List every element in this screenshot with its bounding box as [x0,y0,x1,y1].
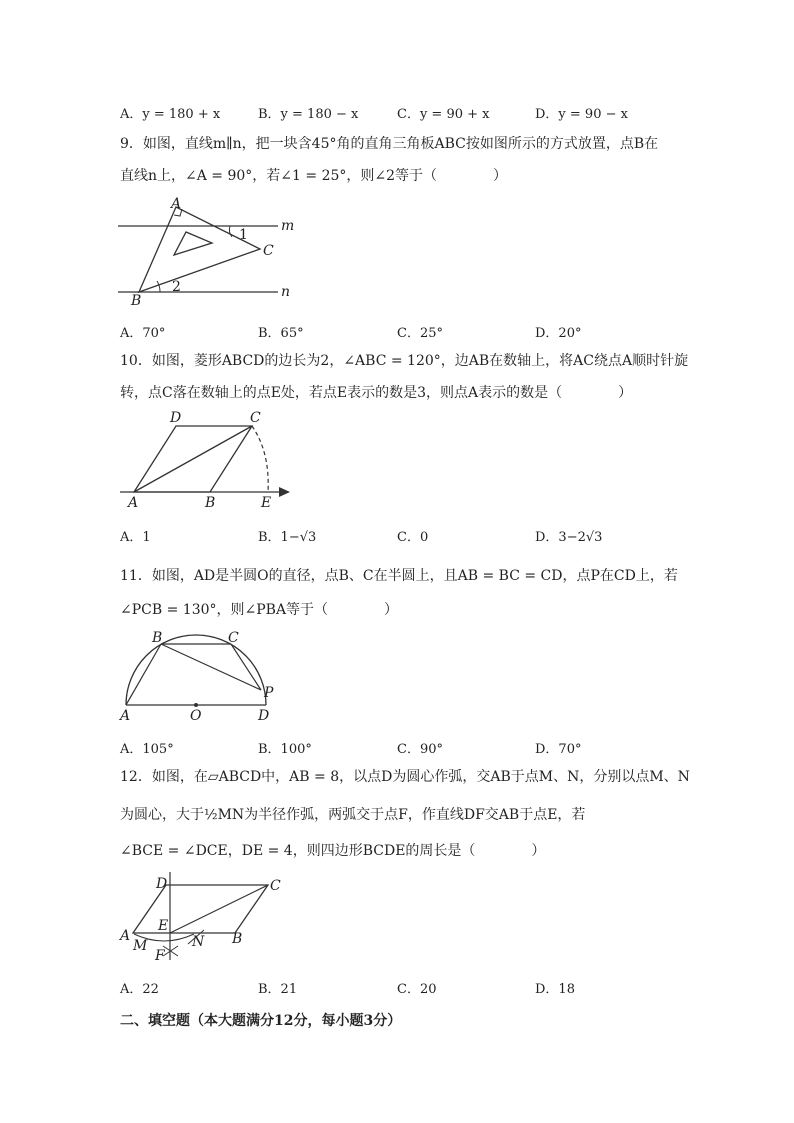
q12-label-d: D [156,876,168,892]
q8-option-a: A．y = 180 + x [120,107,221,122]
q12-text-line2: 为圆心，大于½MN为半径作弧，两弧交于点F，作直线DF交AB于点E，若 [120,807,586,823]
q9-label-b: B [131,293,142,309]
q12-option-d: D．18 [535,982,575,997]
q9-option-b: B．65° [258,326,304,341]
q8-option-d: D．y = 90 − x [535,107,628,122]
q12-text-line1: 12．如图，在▱ABCD中，AB = 8，以点D为圆心作弧，交AB于点M、N，分别以点M、N [120,769,690,785]
q8-option-b: B．y = 180 − x [258,107,359,122]
q11-text-line2: ∠PCB = 130°，则∠PBA等于（ ） [120,602,399,618]
q12-label-c: C [270,878,281,894]
q12-label-a: A [120,928,131,944]
q12-label-e: E [158,918,169,934]
q10-text-line2: 转，点C落在数轴上的点E处，若点E表示的数是3，则点A表示的数是（ ） [120,385,633,401]
q10-label-d: D [170,410,182,426]
q12-label-m: M [133,938,148,954]
q9-label-a: A [171,196,182,212]
q11-label-o: O [190,708,202,724]
q9-text-line1: 9．如图，直线m∥n，把一块含45°角的直角三角板ABC按如图所示的方式放置，点B在 [120,136,659,152]
q11-option-a: A．105° [120,742,174,757]
q12-option-c: C．20 [397,982,437,997]
q10-option-b: B．1−√3 [258,530,317,545]
q11-label-b: B [152,630,163,646]
q11-option-b: B．100° [258,742,312,757]
q11-label-d: D [258,708,270,724]
q12-text-line3: ∠BCE = ∠DCE，DE = 4，则四边形BCDE的周长是（ ） [120,843,546,859]
q9-option-a: A．70° [120,326,166,341]
q10-option-c: C．0 [397,530,429,545]
q12-label-f: F [155,948,165,964]
q12-label-n: N [192,934,205,950]
q9-text-line2: 直线n上，∠A = 90°，若∠1 = 25°，则∠2等于（ ） [120,168,508,184]
q10-option-a: A．1 [120,530,151,545]
q12-option-b: B．21 [258,982,298,997]
q11-label-p: P [264,685,274,701]
q9-label-c: C [263,243,274,259]
q10-label-b: B [205,495,216,511]
q9-label-m: m [281,218,295,234]
q11-label-a: A [120,708,131,724]
q12-label-b: B [232,931,243,947]
q12-figure [118,868,288,963]
q9-label-n: n [281,284,291,300]
q11-option-d: D．70° [535,742,582,757]
q10-text-line1: 10．如图，菱形ABCD的边长为2，∠ABC = 120°，边AB在数轴上，将AC绕点A顺时针旋 [120,353,689,369]
q11-option-c: C．90° [397,742,443,757]
q11-figure [118,630,288,725]
q10-figure [118,408,298,513]
q9-label-angle2: 2 [172,279,181,295]
q9-label-angle1: 1 [239,227,248,243]
q10-label-a: A [128,495,139,511]
q11-text-line1: 11．如图，AD是半圆O的直径，点B、C在半圆上，且AB = BC = CD，点P在CD上，若 [120,568,678,584]
q9-figure [118,195,298,310]
q11-label-c: C [228,630,239,646]
q12-option-a: A．22 [120,982,159,997]
q9-option-c: C．25° [397,326,443,341]
q10-option-d: D．3−2√3 [535,530,603,545]
section-heading-fill-blank: 二、填空题（本大题满分12分，每小题3分） [120,1013,402,1029]
q10-label-c: C [250,410,261,426]
q8-option-c: C．y = 90 + x [397,107,490,122]
q10-label-e: E [261,495,272,511]
q9-option-d: D．20° [535,326,582,341]
